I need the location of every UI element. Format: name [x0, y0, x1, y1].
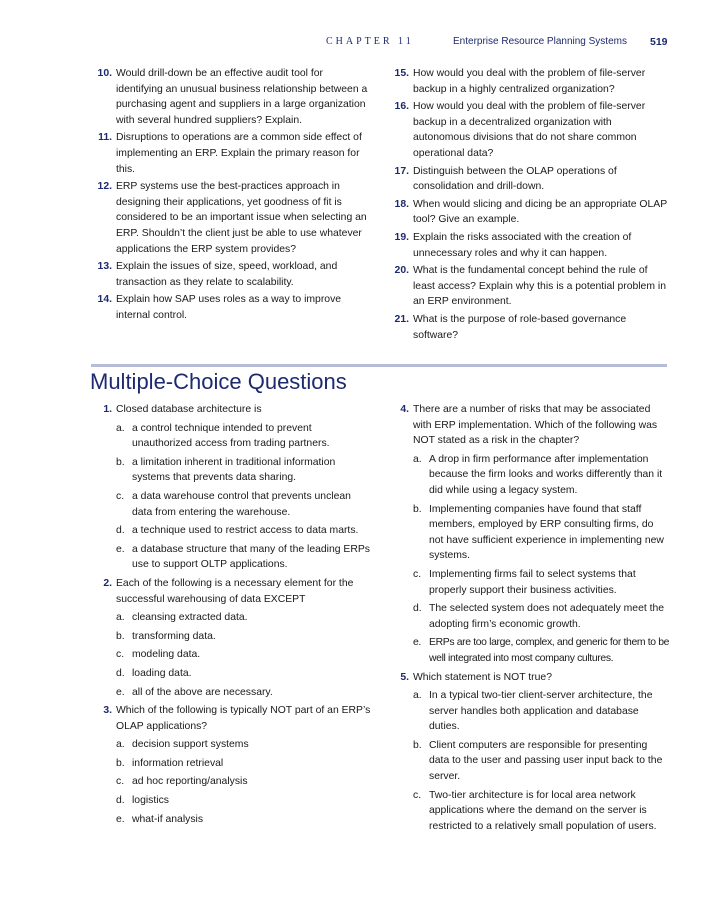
- mc-option: a. cleansing extracted data.: [116, 612, 248, 624]
- mc-option: d. logistics: [116, 795, 169, 807]
- mc-option: c. a data warehouse control that prevents unclean data from entering the warehouse.: [116, 490, 351, 518]
- mc-option: a. In a typical two-tier client-server architecture, the server handles both application and database duties.: [413, 690, 653, 733]
- mc-question: 1. Closed database architecture is: [103, 404, 262, 415]
- mc-option: d. a technique used to restrict access to data marts.: [116, 525, 359, 537]
- chapter-label: CHAPTER 11: [326, 36, 414, 47]
- review-question: 16. How would you deal with the problem of file-server backup in a decentralized organization with autonomous divisions that do not share common operational data?: [394, 101, 646, 159]
- mc-option: e. a database structure that many of the leading ERPs use to support OLTP applications.: [116, 543, 370, 571]
- section-title: Multiple-Choice Questions: [90, 369, 347, 394]
- review-question: 11. Disruptions to operations are a common side effect of implementing an ERP. Explain the primary reason for this.: [98, 132, 362, 175]
- mc-option: e. all of the above are necessary.: [116, 686, 273, 698]
- mc-option: d. The selected system does not adequately meet the adopting firm’s economic growth.: [413, 603, 665, 630]
- mc-option: c. Two-tier architecture is for local area network applications where the demand on the server is restricted to a relatively small population of users.: [413, 789, 657, 832]
- mc-option: c. modeling data.: [116, 649, 201, 661]
- mc-option: a. a control technique intended to prevent unauthorized access from trading partners.: [116, 422, 330, 450]
- review-question: 20. What is the fundamental concept behind the rule of least access? Explain why this is a potential problem in an ERP environment.: [394, 265, 666, 308]
- mc-column-left: [90, 402, 372, 827]
- mc-option: d. loading data.: [116, 667, 192, 679]
- review-question: 19. Explain the risks associated with the creation of unnecessary roles and why it can happen.: [394, 231, 632, 259]
- mc-option: c. ad hoc reporting/analysis: [116, 776, 248, 788]
- review-question: 18. When would slicing and dicing be an appropriate OLAP tool? Give an example.: [394, 198, 667, 226]
- mc-option: b. Implementing companies have found that staff members, employed by ERP consulting firms, do not have sufficient experience in implementing new systems.: [413, 503, 664, 562]
- mc-option: a. A drop in firm performance after implementation because the firm looks and works differently than it did while using a legacy system.: [413, 453, 663, 496]
- mc-question: 2. Each of the following is a necessary element for the successful warehousing of data EXCEPT: [103, 577, 354, 605]
- review-question: 13. Explain the issues of size, speed, workload, and transaction as they relate to scalability.: [97, 261, 338, 288]
- section-divider: [91, 364, 667, 367]
- page-number: 519: [650, 36, 668, 48]
- mc-option: b. a limitation inherent in traditional information systems that prevents data sharing.: [116, 456, 336, 484]
- review-question: 10. Would drill-down be an effective audit tool for identifying an unusual business relationship between a purchasing agent and suppliers in a large organization with several hundred suppliers? Explain.: [97, 68, 368, 126]
- mc-question: 4. There are a number of risks that may be associated with ERP implementation. Which of the following was NOT stated as a risk in the chapter?: [400, 404, 658, 447]
- review-question: 12. ERP systems use the best-practices approach in designing their applications, yet goodness of fit is considered to be an important issue when selecting an ERP. Shouldn’t the client just be able to use whatever applications the ERP system provides?: [97, 181, 367, 255]
- mc-column-right: [387, 402, 670, 834]
- mc-option: b. Client computers are responsible for presenting data to the user and passing user input back to the server.: [413, 739, 663, 783]
- running-header: [0, 36, 719, 52]
- mc-option: e. what-if analysis: [116, 813, 204, 825]
- mc-question: 3. Which of the following is typically NOT part of an ERP’s OLAP applications?: [103, 705, 371, 732]
- mc-option: a. decision support systems: [116, 739, 249, 751]
- mc-option: b. information retrieval: [116, 757, 224, 769]
- review-questions-right: [387, 66, 670, 345]
- mc-option: e. ERPs are too large, complex, and generic for them to be well integrated into most company cultures.: [413, 637, 670, 664]
- review-question: 14. Explain how SAP uses roles as a way to improve internal control.: [97, 294, 342, 321]
- review-question: 17. Distinguish between the OLAP operations of consolidation and drill-down.: [394, 165, 617, 193]
- review-questions-left: [90, 66, 372, 326]
- mc-question: 5. Which statement is NOT true?: [400, 671, 552, 683]
- review-question: 15. How would you deal with the problem of file-server backup in a highly centralized organization?: [394, 68, 646, 95]
- chapter-title: Enterprise Resource Planning Systems: [453, 36, 627, 47]
- review-question: 21. What is the purpose of role-based governance software?: [394, 313, 627, 341]
- mc-option: b. transforming data.: [116, 630, 216, 642]
- mc-option: c. Implementing firms fail to select systems that properly support their business activities.: [413, 568, 636, 596]
